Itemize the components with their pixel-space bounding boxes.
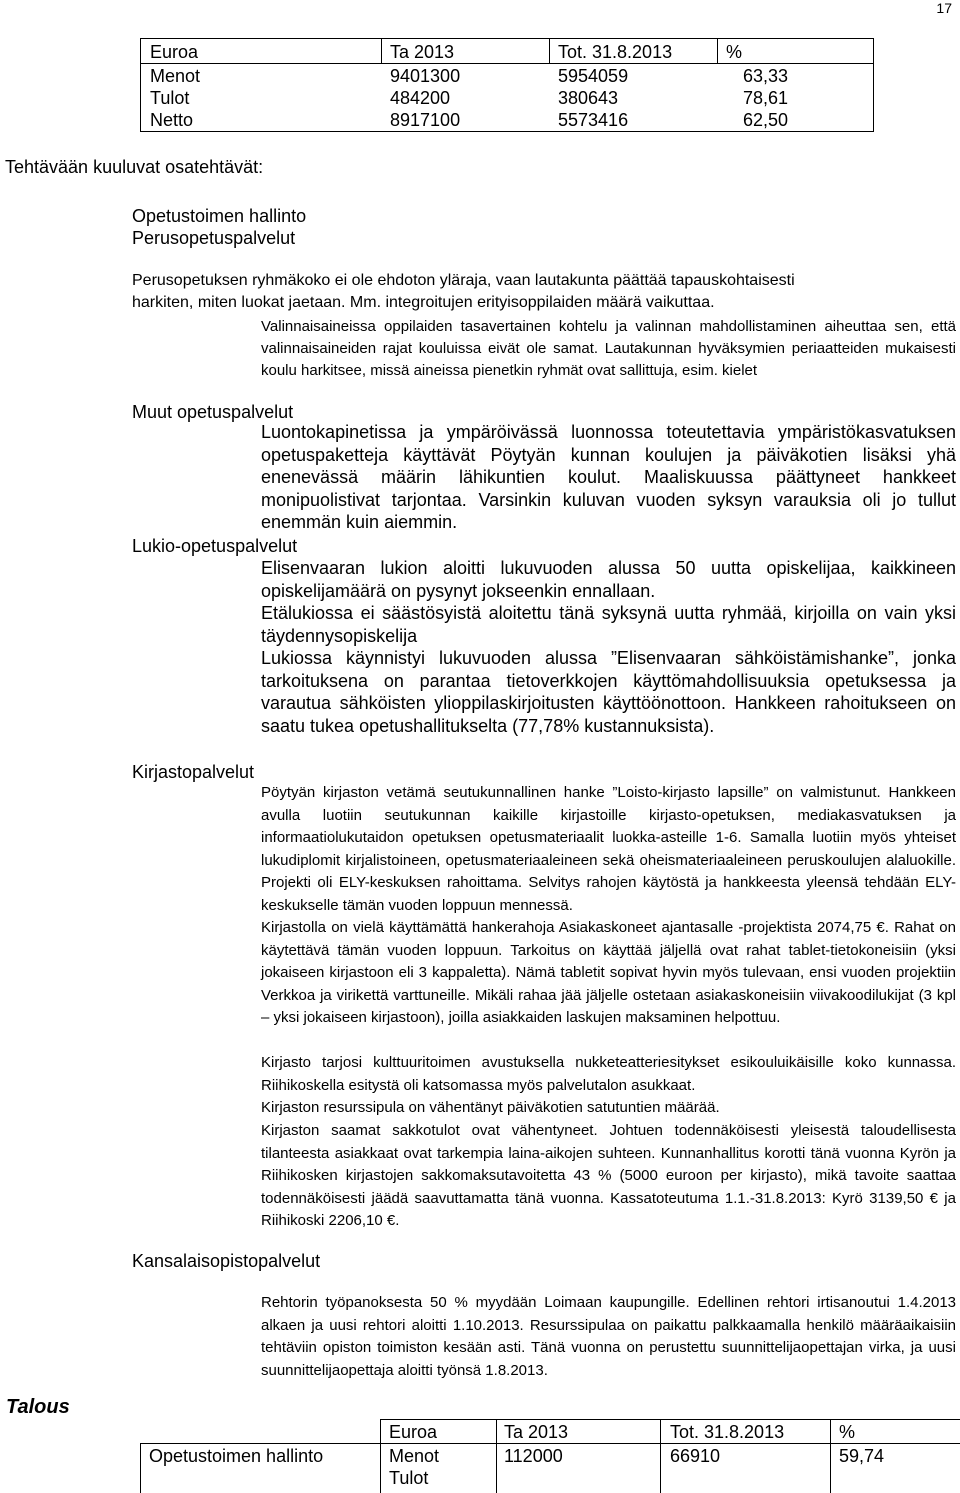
table-cell: 9401300	[390, 66, 461, 86]
subtask-item: Perusopetuspalvelut	[132, 228, 296, 248]
body-paragraph: Pöytyän kirjaston vetämä seutukunnallinen hanke ”Loisto-kirjasto lapsille” on valmistunut. Hankkeen avulla luotiin seutukunnan kaikille kirjastoille kirjasto-opetuksen, mediakasvatuksen ja informaatiolukutaidon opetuksen opetusmateriaalit luokka-asteille 1-6. Samalla luotiin myös yhteiset lukudiplomit kirjalistoineen, opetusmateriaaleineen sekä oheismateriaaleineen peruskoulujen alaluokille. Projekti oli ELY-keskuksen rahoittama. Selvitys rahojen käytöstä ja hankkeesta yleensä tehdään ELY-keskukselle tämän vuoden loppuun mennessä.	[261, 784, 956, 914]
table-cell: 484200	[390, 88, 451, 108]
body-text: harkiten, miten luokat jaetaan. Mm. integroitujen erityisoppilaiden määrä vaikuttaa.	[132, 294, 715, 311]
section-heading: Kansalaisopistopalvelut	[132, 1251, 321, 1271]
body-paragraph: Luontokapinetissa ja ympäröivässä luonnossa toteutettavia ympäristökasvatuksen opetuspaketteja käyttävät Pöytyän kunnan koulujen ja päiväkotien lisäksi yhä enenevässä määrin lähikuntien koulut. Maaliskuussa päättyneet hankkeet monipuolistivat tarjontaa. Varsinkin kuluvan vuoden syksyn varauksia oli jo tullut enemmän kuin aiemmin.	[261, 422, 956, 532]
table-cell: 5954059	[558, 66, 629, 86]
table-cell: 5573416	[558, 110, 629, 130]
table-cell: 78,61	[742, 88, 788, 108]
body-paragraph: Lukiossa käynnistyi lukuvuoden alussa ”Elisenvaaran sähköistämishanke”, jonka tarkoituksena on parantaa tietoverkkojen käyttömahdollisuuksia opetuksessa ja varautua sähköisten ylioppilaskirjoitusten käyttöönottoon. Hankkeen rahoitukseen on saatu tukea opetushallitukselta (77,78% kustannuksista).	[261, 648, 956, 736]
table-cell: 112000	[504, 1446, 563, 1466]
table-divider	[717, 39, 718, 63]
table-cell: 59,74	[839, 1446, 885, 1466]
body-text: Perusopetuksen ryhmäkoko ei ole ehdoton yläraja, vaan lautakunta päättää tapauskohtaisesti	[132, 272, 795, 289]
table-cell: 380643	[558, 88, 619, 108]
body-paragraph: Kirjaston saamat sakkotulot ovat vähentyneet. Johtuen todennäköisesti yleisestä taloudellisesta tilanteesta asiakkaat ovat tarkempia laina-aikojen suhteen. Kunnanhallitus korotti tänä vuonna Kyrön ja Riihikosken kirjastojen sakkomaksutavoitetta 43 % (5000 euroon per kirjasto), mikä tavoite saattaa todennäköisesti jäädä saavuttamatta tänä vuonna. Kassatoteutuma 1.1.-31.8.2013: Kyrö 3139,50 € ja Riihikoski 2206,10 €.	[261, 1122, 956, 1229]
body-paragraph: Elisenvaaran lukion aloitti lukuvuoden alussa 50 uutta opiskelijaa, kaikkineen opiskelijamäärä on pysynyt jokseenkin ennallaan.	[261, 558, 956, 601]
table-header: %	[839, 1422, 856, 1442]
talous-heading: Talous	[6, 1396, 70, 1418]
body-paragraph: Valinnaisaineissa oppilaiden tasavertainen kohtelu ja valinnan mahdollistaminen aiheuttaa sen, että valinnaisaineiden rajat kouluissa eivät ole samat. Lautakunnan hyväksymien periaatteiden mukaisesti koulu harkitsee, missä aineissa pienetkin ryhmät ovat sallittuja, esim. kielet	[261, 318, 956, 379]
table-header: Tot. 31.8.2013	[670, 1422, 785, 1442]
table-header: Ta 2013	[504, 1422, 569, 1442]
talous-table	[140, 1419, 960, 1493]
section-heading: Kirjastopalvelut	[132, 762, 255, 782]
budget-table	[140, 38, 874, 132]
table-divider	[380, 1419, 381, 1493]
table-row-label: Netto	[150, 110, 194, 130]
table-divider	[381, 39, 382, 63]
table-cell: 66910	[670, 1446, 721, 1466]
body-paragraph: Kirjastolla on vielä käyttämättä hankerahoja Asiakaskoneet ajantasalle -projektista 2074,75 €. Rahat on käytettävä tämän vuoden loppuun. Tarkoitus on käyttää jäljellä ovat rahat tablet-tietokoneisiin (yksi jokaiseen kirjastoon eli 3 kappaletta). Nämä tabletit sopivat hyvin myös tulevaan, ensi vuoden projektiin Verkkoa ja virikettä varttuneille. Mikäli rahaa jää jäljelle ostetaan asiakaskoneisiin viivakoodilukijat (3 kpl – yksi jokaiseen kirjastoon), joilla asiakkaiden laskujen maksaminen helpottuu.	[261, 919, 956, 1026]
table-header: Ta 2013	[390, 42, 455, 62]
table-cell: 8917100	[390, 110, 461, 130]
section-heading: Muut opetuspalvelut	[132, 402, 294, 422]
table-row-label: Tulot	[150, 88, 190, 108]
table-divider	[140, 1443, 960, 1444]
body-paragraph: Kirjasto tarjosi kulttuuritoimen avustuksella nukketeatteriesitykset esikouluikäisille koko kunnassa. Riihikoskella esitystä oli katsomassa myös palvelutalon asukkaat.	[261, 1054, 956, 1094]
subtasks-heading: Tehtävään kuuluvat osatehtävät:	[5, 157, 264, 177]
table-divider	[549, 39, 550, 63]
table-row-label: Menot	[389, 1446, 440, 1466]
table-header: Euroa	[150, 42, 199, 62]
table-header: Tot. 31.8.2013	[558, 42, 673, 62]
page-number: 17	[936, 0, 952, 16]
table-row-label: Menot	[150, 66, 201, 86]
table-cell: 63,33	[742, 66, 788, 86]
subtask-item: Opetustoimen hallinto	[132, 206, 307, 226]
table-divider	[141, 63, 873, 64]
table-row-label: Tulot	[389, 1468, 429, 1488]
table-divider	[496, 1419, 497, 1493]
body-paragraph: Kirjaston resurssipula on vähentänyt päiväkotien satutuntien määrää.	[261, 1099, 720, 1116]
body-paragraph: Rehtorin työpanoksesta 50 % myydään Loimaan kaupungille. Edellinen rehtori irtisanoutui 1.4.2013 alkaen ja uusi rehtori aloitti 1.10.2013. Resurssipulaa on paikattu palkkaamalla henkilö määräaikaisiin tehtäviin opiston toimiston kesään asti. Tänä vuonna on perustettu suunnittelijaopettajan virka, ja uusi suunnittelijaopettaja aloitti työnsä 1.8.2013.	[261, 1294, 956, 1379]
table-header: %	[726, 42, 743, 62]
section-heading: Lukio-opetuspalvelut	[132, 536, 298, 556]
table-row-label: Opetustoimen hallinto	[149, 1446, 324, 1466]
table-cell: 62,50	[742, 110, 788, 130]
table-divider	[140, 1443, 141, 1493]
table-header: Euroa	[389, 1422, 438, 1442]
body-paragraph: Etälukiossa ei säästösyistä aloitettu tänä syksynä uutta ryhmää, kirjoilla on vain yksi täydennysopiskelija	[261, 603, 956, 646]
table-divider	[830, 1419, 831, 1493]
table-divider	[660, 1419, 661, 1493]
table-divider	[380, 1419, 960, 1420]
